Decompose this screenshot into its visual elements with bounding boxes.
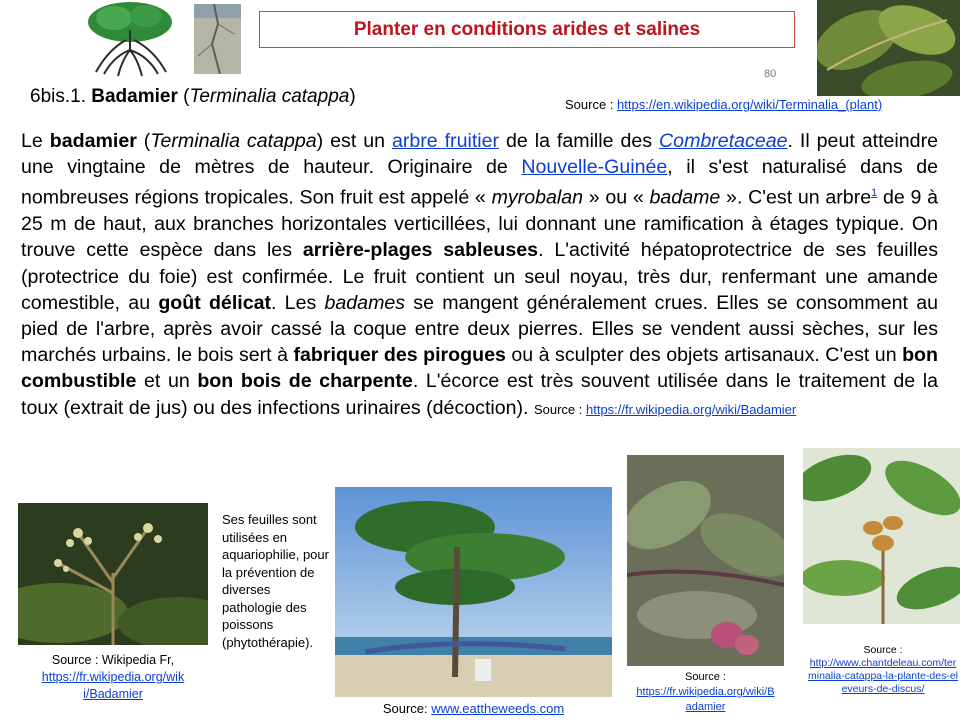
flowers-photo <box>18 503 208 645</box>
link-nouvelle-guinee[interactable]: Nouvelle-Guinée <box>521 156 668 179</box>
leaves-photo-top <box>817 0 960 96</box>
aquarium-note: Ses feuilles sont utilisées en aquariophilie, pour la prévention de diverses pathologie des poissons (phytothérapie). <box>222 512 329 650</box>
caption-beach: Source: www.eattheweeds.com <box>382 701 565 716</box>
source-body-link[interactable]: https://fr.wikipedia.org/wiki/Badamier <box>585 401 797 417</box>
caption-red-fruit-link[interactable]: https://fr.wikipedia.org/wiki/Badamier <box>636 686 775 713</box>
caption-flowers-link[interactable]: https://fr.wikipedia.org/wiki/Badamier <box>41 670 185 701</box>
salt-flat-photo <box>194 4 241 74</box>
footnote-link[interactable]: 1 <box>871 187 878 200</box>
section-heading: 6bis.1. Badamier (Terminalia catappa) <box>30 86 356 107</box>
beach-tree-photo <box>335 487 612 697</box>
caption-beach-link[interactable]: www.eattheweeds.com <box>431 701 565 716</box>
caption-flowers: Source : Wikipedia Fr, https://fr.wikipedia.org/wiki/Badamier <box>18 652 208 703</box>
link-combretaceae[interactable]: Combretaceae <box>659 130 788 152</box>
slide-title-text: Planter en conditions arides et salines <box>353 18 701 40</box>
red-fruit-photo <box>627 455 784 666</box>
slide-title <box>259 11 795 48</box>
body-paragraph: Le badamier (Terminalia catappa) est un arbre fruitier de la famille des Combretaceae. Il peut atteindre une vingtaine de mètres de hauteur. Originaire de Nouvelle-Guinée, il s'est naturalisé dans de nombreuses régions tropicales. Son fruit est appelé « myrobalan » ou « badame ». C'est un arbre$^1$ de 9 à 25 m de haut, aux branches horizontales verticillées, lui donnant une ramification à étages typique. On trouve cette espèce dans les arrière-plages sableuses. L'activité hépatoprotectrice de ses feuilles (protectrice du foie) est confirmée. Le fruit contient un seul noyau, très dur, renfermant une amande comestible, au goût délicat. Les badames se mangent généralement crues. Elles se consomment au pied de l'arbre, après avoir cassé la coque entre deux pierres. Elles se vendent aussi sèches, sur les marchés urbains. le bois sert à fabriquer des pirogues ou à sculpter des objets artisanaux. C'est un bon combustible et un bon bois de charpente. L'écorce est très souvent utilisée dans le traitement de la toux (extrait de jus) ou des infections urinaires (décoction). Source : https://fr.wikipedia.org/wiki/Badamier <box>21 130 939 419</box>
green-fruit-photo <box>803 448 960 624</box>
caption-green-fruit-link[interactable]: http://www.chantdeleau.com/terminalia-catappa-la-plante-des-eleveurs-de-discus/ <box>808 657 958 695</box>
link-arbre-fruitier[interactable]: arbre fruitier <box>391 130 500 152</box>
mangrove-illustration <box>74 0 186 78</box>
source-top-link[interactable]: https://en.wikipedia.org/wiki/Terminalia_(plant) <box>617 97 883 112</box>
caption-red-fruit: Source : https://fr.wikipedia.org/wiki/Badamier <box>627 670 784 715</box>
page-number: 80 <box>764 68 777 80</box>
source-top: Source : https://en.wikipedia.org/wiki/Terminalia_(plant) <box>565 97 883 112</box>
caption-green-fruit: Source : http://www.chantdeleau.com/terminalia-catappa-la-plante-des-eleveurs-de-discus/ <box>808 644 958 695</box>
